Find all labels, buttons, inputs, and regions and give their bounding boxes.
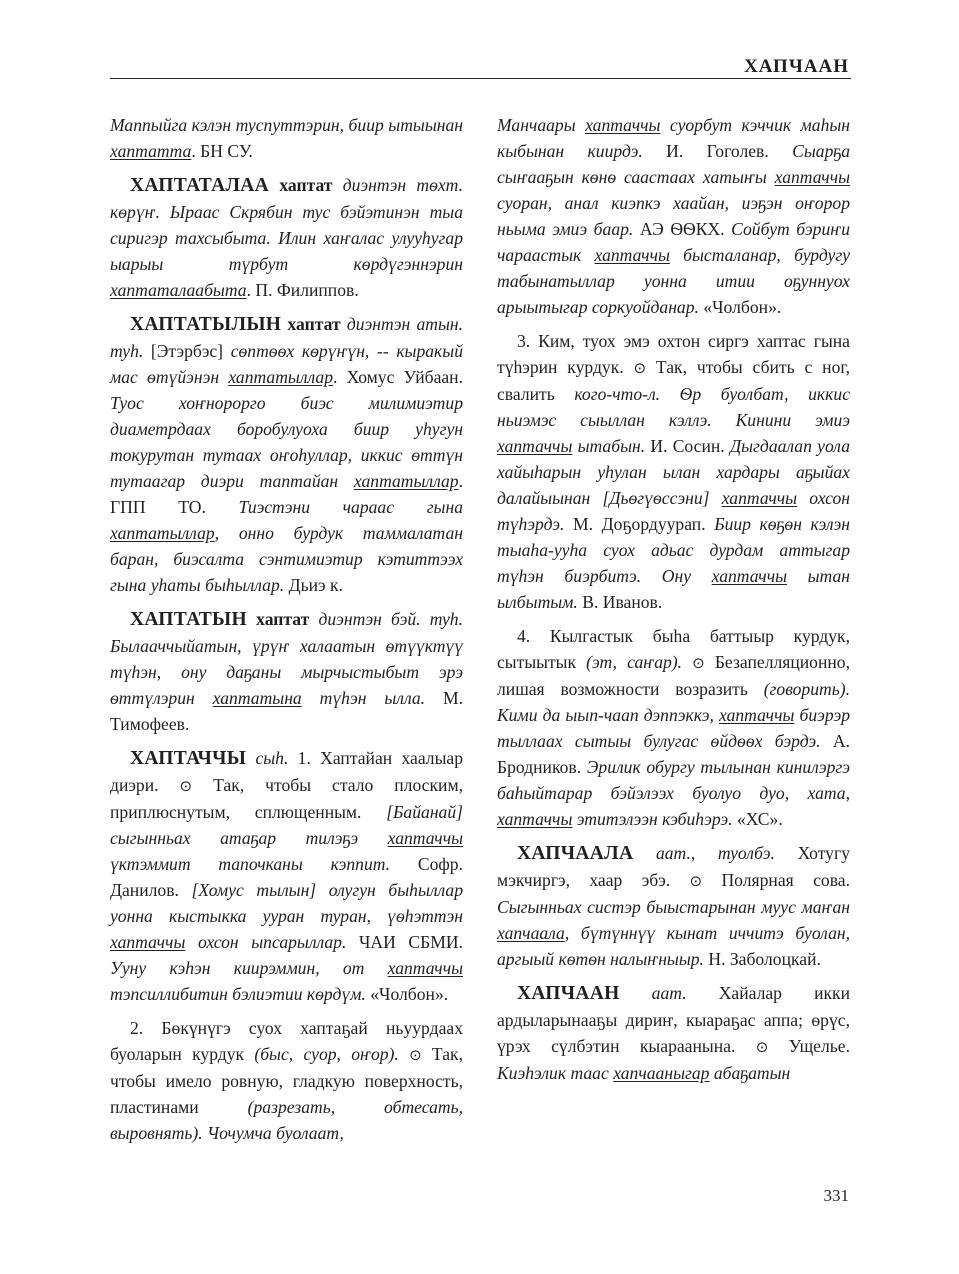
text-run: [Этэрбэс] — [150, 341, 231, 361]
text-run: диэнтэн тѳхт. кѳрүҥ. Ыраас Скрябин тус бэйэтинэн тыа сиригэр тахсыбыта. Илин хаҥалас улууһугар ыарыы түрбут кѳрдүгэннэрин — [110, 175, 463, 274]
example-keyword: хаптаталаабыта — [110, 280, 247, 300]
example-keyword: хаптаччы — [585, 115, 661, 135]
text-run: бысталанар, бурдугу табынатыллар уонна итии оҕуннуох арыытыгар соркуойданар. — [497, 245, 851, 317]
grammar-label: хаптат — [269, 175, 343, 195]
text-run: Дьиэ к. — [288, 575, 343, 595]
text-run: М. Тимофеев. — [110, 688, 464, 734]
text-run: Сыгынньах систэр быыстарынан муус маҥан — [497, 897, 850, 917]
text-run: Тиэстэни чараас гына — [238, 497, 463, 517]
headword: ХАПЧААЛА — [517, 843, 634, 864]
example-keyword: хаптаччы — [711, 566, 787, 586]
text-run: И. Сосин. — [650, 436, 730, 456]
text-run: . Хомус Уйбаан. — [333, 367, 463, 387]
left-column — [110, 112, 463, 1154]
text-run: Ущелье. — [768, 1036, 850, 1056]
text-run: Хотугу мэкчиргэ, хаар эбэ. — [497, 843, 850, 890]
text-run: [Хомус тылын] олугун быһыллар уонна кыстыкка ууран туран, үѳһэттэн — [110, 880, 464, 926]
text-run: (эт, саҥар). — [586, 652, 693, 672]
right-column — [497, 112, 850, 1094]
text-run: Так, чтобы имело ровную, гладкую поверхность, пластинами — [110, 1044, 463, 1117]
text-run: , бүтүннүү кынат иччитэ буолан, аргыый кѳтѳн налыҥныыр. — [497, 923, 850, 969]
text-run: В. Иванов. — [582, 592, 663, 612]
text-run: Сыарҕа сыҥааҕын кѳнѳ саастаах хатыҥы — [497, 141, 850, 187]
text-run: үктэммит тапочканы кэппит. — [110, 854, 418, 874]
example-keyword: хаптатта — [110, 141, 192, 161]
text-run: [Байанай] сыгынньах атаҕар тилэҕэ — [110, 802, 463, 848]
example-keyword: хаптаччы — [594, 245, 670, 265]
text-run: (говорить). Кими да ыып-чаап дэппэккэ, — [497, 679, 850, 725]
text-run: 2. Бѳкүнүгэ суох хаптаҕай ньуурдаах буоларын курдук — [110, 1018, 463, 1064]
entry-continuation — [497, 112, 850, 320]
example-keyword: хапчааныгар — [613, 1063, 710, 1083]
text-run: 4. Кылгастык быһа баттыыр курдук, сытыытык — [497, 626, 850, 672]
text-run: түһэн ылла. — [301, 688, 443, 708]
text-run: М. Доҕордуурап. — [573, 514, 715, 534]
text-run: Софр. Данилов. — [110, 854, 463, 900]
text-run: Манчаары — [497, 115, 586, 135]
text-run: ЧАИ СБМИ. — [358, 932, 463, 952]
text-run: (быс, суор, оҥор). — [254, 1044, 410, 1064]
russian-marker-icon: ⊙ — [633, 359, 647, 377]
text-run: . БН СУ. — [191, 141, 253, 161]
text-run: ытабын. — [572, 436, 651, 456]
text-run: Маппыйга кэлэн туспуттэрин, биир ытыынан — [110, 115, 463, 135]
text-run: тэпсиллибитин бэлиэтии кѳрдүм. — [110, 984, 371, 1004]
text-run: этитэлээн кэбиһэрэ. — [572, 809, 737, 829]
text-run: аат., туолбэ. — [633, 843, 798, 863]
running-head: ХАПЧААН — [744, 56, 849, 77]
text-run: И. Гоголев. — [666, 141, 793, 161]
page-number: 331 — [823, 1186, 849, 1205]
text-run: ытан ылбытым. — [497, 566, 850, 612]
headword: ХАПТАТЫН — [130, 609, 247, 630]
example-keyword: хаптатыллар — [228, 367, 333, 387]
text-run: диэнтэн атын. туһ. — [110, 314, 463, 361]
headword: ХАПТАЧЧЫ — [130, 748, 247, 769]
text-run: Дыгдаалап уола хайыһарын уһулан ылан хардары аҕыйах далайыынан [Дьѳгүѳссэни] — [497, 436, 850, 508]
dictionary-entry — [110, 745, 463, 1007]
headword: ХАПТАТАЛАА — [130, 175, 270, 196]
dictionary-entry — [497, 623, 850, 832]
text-run: «ХС». — [736, 809, 783, 829]
text-run: «Чолбон». — [703, 297, 782, 317]
text-run: охсон түһэрдэ. — [497, 488, 851, 534]
text-run: диэнтэн бэй. туһ. Былааччыйатын, үрүҥ халаатын ѳтүүктүү түһэн, ону даҕаны мырчыстыбыт эрэ ѳттүлэрин — [110, 609, 463, 708]
dictionary-entry — [110, 1015, 463, 1146]
text-run: (разрезать, обтесать, выровнять). Чочумча буолаат, — [110, 1097, 463, 1143]
example-keyword: хаптаччы — [387, 828, 463, 848]
text-run: 3. Ким, туох эмэ охтон сиргэ хаптас гына түһэрин курдук. — [497, 331, 850, 377]
text-run: Н. Заболоцкай. — [708, 949, 821, 969]
example-keyword: хаптаччы — [719, 705, 795, 725]
dictionary-entry — [497, 328, 850, 615]
example-keyword: хаптаччы — [721, 488, 798, 508]
example-keyword: хапчаала — [497, 923, 565, 943]
example-keyword: хаптаччы — [497, 809, 573, 829]
text-run: абаҕатын — [709, 1063, 791, 1083]
text-run: Так, чтобы стало плоским, приплюснутым, сплющенным. — [110, 775, 463, 822]
text-run: суоран, анал киэпкэ хаайан, иэҕэн оҥорор ньыма эмиэ баар. — [497, 193, 850, 239]
text-run: А. Бродников. — [497, 731, 850, 777]
example-keyword: хаптаччы — [387, 958, 463, 978]
text-run: . ГПП ТО. — [110, 471, 463, 517]
russian-marker-icon: ⊙ — [755, 1038, 769, 1056]
header-rule — [110, 78, 851, 79]
text-run: 1. Хаптайан хаалыар диэри. — [110, 748, 463, 795]
dictionary-entry — [497, 980, 850, 1086]
text-run: Туос хоҥнорорго биэс милимиэтир диаметрдаах боробулуоха биир уһугун токурутан тутаах оҥоһуллар, иккис ѳттүн тутаагар диэри таптайан — [110, 393, 463, 491]
dictionary-entry — [497, 840, 850, 972]
text-run: кого-что-л. Ѳр буолбат, иккис ньиэмэс сыыллан кэллэ. Кинини эмиэ — [497, 384, 851, 430]
headword: ХАПТАТЫЛЫН — [130, 314, 282, 335]
text-run: «Чолбон». — [370, 984, 449, 1004]
text-run: Киэһэлик таас — [497, 1063, 614, 1083]
example-keyword: хаптатыллар — [353, 471, 459, 491]
example-keyword: хаптатыллар — [110, 523, 215, 543]
example-keyword: хаптаччы — [110, 932, 186, 952]
dictionary-entry — [110, 606, 463, 737]
grammar-label: хаптат — [246, 609, 319, 629]
text-run: суорбут кэччик маһын кыбынан киирдэ. — [497, 115, 851, 161]
example-keyword: хаптатына — [212, 688, 302, 708]
text-run: Ууну кэһэн киирэммин, от — [110, 958, 388, 978]
text-run: Безапелляционно, лишая возможности возразить — [497, 652, 850, 699]
text-run: аат. — [619, 983, 719, 1003]
russian-marker-icon: ⊙ — [409, 1046, 422, 1064]
text-run: сѳптѳѳх кѳрүҥүн, -- кыракый мас ѳтүйэнэн — [110, 341, 464, 387]
text-run: . П. Филиппов. — [246, 280, 359, 300]
russian-marker-icon: ⊙ — [689, 872, 703, 890]
text-run: , онно бурдук таммалатан баран, биэсалта сэнтимиэтир кэтиттээх гына уһаты быһыллар. — [110, 523, 463, 595]
example-keyword: хаптаччы — [774, 167, 850, 187]
text-run: Сойбут бэриҥи чараастык — [497, 219, 850, 265]
text-run: охсон ыпсарыллар. — [185, 932, 359, 952]
dictionary-entry — [110, 172, 463, 303]
text-run: Биир кѳҕѳн кэлэн тыаһа-ууһа суох адьас дурдам аттыгар түһэн биэрбитэ. Ону — [497, 514, 850, 586]
example-keyword: хаптаччы — [497, 436, 573, 456]
headword: ХАПЧААН — [517, 983, 620, 1004]
russian-marker-icon: ⊙ — [692, 654, 705, 672]
russian-marker-icon: ⊙ — [179, 777, 193, 795]
entry-continuation — [110, 112, 463, 164]
text-run: Эрилик обургу тылынан кинилэргэ баһыйтарар бэйэлээх буолуо дуо, хата, — [497, 757, 850, 803]
text-run: АЭ ѲѲКХ. — [639, 219, 732, 239]
text-run: Полярная сова. — [702, 870, 850, 890]
dictionary-entry — [110, 311, 463, 598]
text-run: Хайалар икки ардыларынааҕы дириҥ, кыараҕас аппа; ѳрүс, үрэх сүлбэтин кыараанына. — [497, 983, 850, 1056]
text-run: сыһ. — [246, 748, 298, 768]
text-run: Так, чтобы сбить с ног, свалить — [497, 357, 850, 404]
grammar-label: хаптат — [281, 314, 347, 334]
text-run: биэрэр тыллаах сытыы булугас ѳйдѳѳх бэрдэ. — [497, 705, 850, 751]
